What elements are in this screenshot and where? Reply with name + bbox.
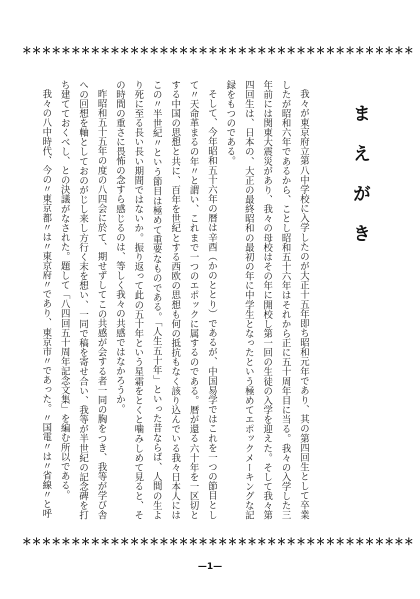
page-number: —1— xyxy=(197,562,223,572)
paragraph-1: 我々が東京府立第八中学校に入学したのが大正十五年即ち昭和元年であり、其の第四回生として卒業したが昭和六年であるから、ことし昭和五十六年はそれから正に五十周年目に当る。我々の入学した三年前には関東大震災があり、我々の母校はその年に開校し第一回の生徒の入学を迎えた。そして我々第四回生は、日本の、大正の最終昭和の最初の年に中学生となったという極めてエポックメーキングな記録をもつのである。 xyxy=(224,80,309,520)
paragraph-4: 我々の八中時代、今の〃東京都〃は〃東京府〃であり、東京市〃であった。〃国電〃は〃省線〃と呼 xyxy=(40,89,52,519)
bottom-asterisk-border: ＊＊＊＊＊＊＊＊＊＊＊＊＊＊＊＊＊＊＊＊＊＊＊＊＊＊＊＊＊＊＊＊＊＊＊＊＊＊＊＊ xyxy=(22,537,414,548)
top-asterisk-border: ＊＊＊＊＊＊＊＊＊＊＊＊＊＊＊＊＊＊＊＊＊＊＊＊＊＊＊＊＊＊＊＊＊＊＊＊＊＊＊＊ xyxy=(22,46,414,57)
paragraph-3: 昨昭和五十五年の度の八四会に於て、期せずしてこの共感が会する者一同の胸をつき、我等が学び舎への回想を軸としておのがじし来し方行く末を想い、一同で稿を寄せ合い、我等が半世紀の記念碑を打ち建てておくべし、との決議がなされた。題して「八四回五十周年記念文集」を編む所以である。 xyxy=(58,80,107,520)
preface-body xyxy=(40,80,312,520)
paragraph-2: そして、今年昭和五十六年の暦は辛酉（かのととり）であるが、中国易学ではこれを一つの節目として〃天命革まるの年〃と謂い、これまで一つのエポックに属するのである。暦が還る六十年を一区切とする中国の思想と共に、百年を世紀とする西欧の思想も何の抵抗もなく該り込んでいる我々日本人にはこの〃半世紀〃という節目は極めて重要なものである。「人生五十年」といった昔ならば、人間の生より死に至る長い長い期間ではないか。振り返って此の五十年という星霜をとくと噛みしめて見ると、その時間の重さに畏怖の念すら感じるのは、等しく我々の共感ではなかろうか。 xyxy=(113,80,217,520)
page-title: まえがき xyxy=(350,104,371,264)
